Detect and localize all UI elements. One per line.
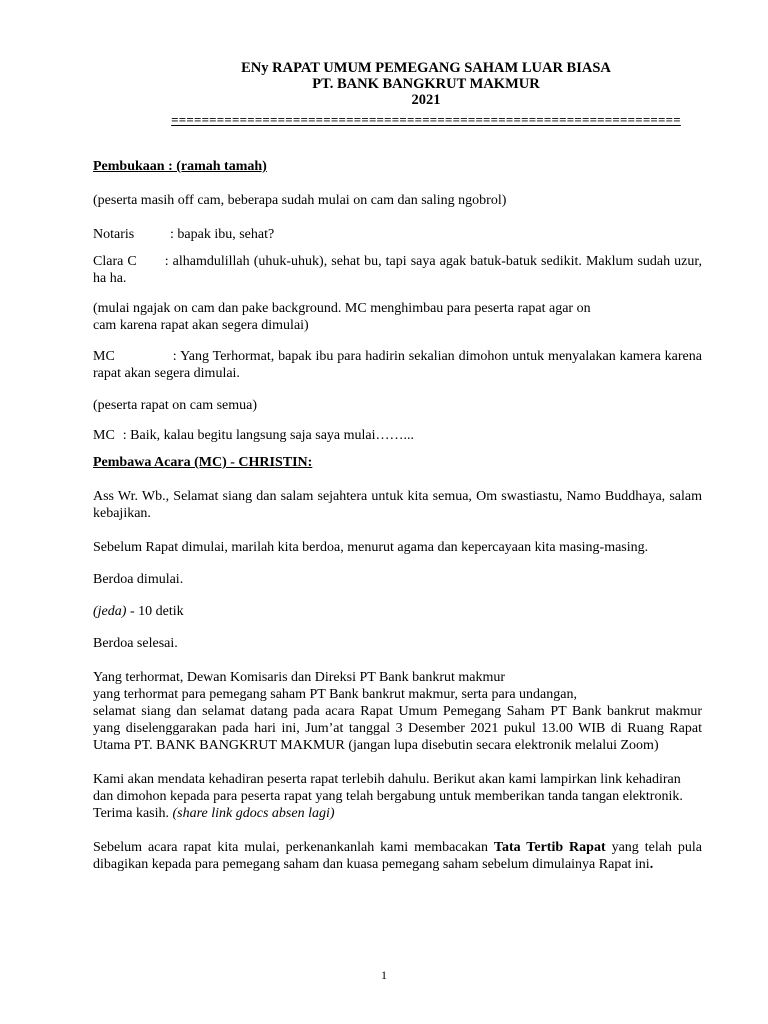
paragraph-text: Kami akan mendata kehadiran peserta rapat terlebih dahulu. Berikut akan kami lampirkan link kehadiran dan dimohon kepada para peserta rapat yang telah bergabung untuk memberikan tanda tangan elektronik. Terima kasih. bbox=[93, 772, 683, 821]
paragraph bbox=[93, 300, 702, 334]
bold-term: Tata Tertib Rapat bbox=[493, 840, 606, 855]
dialogue-line bbox=[93, 226, 702, 243]
section-title-opening: Pembukaan : (ramah tamah) bbox=[93, 159, 267, 174]
dialogue-text: : Yang Terhormat, bapak ibu para hadirin sekalian dimohon untuk menyalakan kamera karena rapat akan segera dimulai. bbox=[93, 349, 702, 381]
dialogue-line bbox=[93, 348, 702, 382]
header-year: 2021 bbox=[411, 92, 441, 108]
paragraph: (peserta masih off cam, beberapa sudah mulai on cam dan saling ngobrol) bbox=[93, 193, 507, 208]
paragraph-line: selamat siang dan selamat datang pada acara Rapat Umum Pemegang Saham PT Bank bankrut makmur yang diselenggarakan pada hari ini, Jum’at tanggal 3 Desember 2021 pukul 13.00 WIB di Ruang Rapat Utama PT. BANK BANGKRUT MAKMUR (jangan lupa disebutin secara elektronik melalui Zoom) bbox=[93, 704, 702, 753]
header-rule: =================================================================== bbox=[171, 112, 681, 127]
page-number: 1 bbox=[381, 968, 387, 982]
paragraph: Berdoa dimulai. bbox=[93, 572, 184, 587]
bold-period: . bbox=[649, 857, 654, 872]
speaker-label: MC bbox=[93, 428, 115, 443]
header-company: PT. BANK BANGKRUT MAKMUR bbox=[312, 76, 540, 92]
dialogue-line bbox=[93, 427, 702, 444]
paragraph-line: (mulai ngajak on cam dan pake background. MC menghimbau para peserta rapat agar on bbox=[93, 301, 591, 316]
italic-note: (jeda) bbox=[93, 604, 127, 619]
paragraph-text: Sebelum acara rapat kita mulai, perkenankanlah kami membacakan bbox=[93, 840, 494, 855]
paragraph: Ass Wr. Wb., Selamat siang dan salam sejahtera untuk kita semua, Om swastiastu, Namo Buddhaya, salam kebajikan. bbox=[93, 489, 702, 521]
paragraph bbox=[93, 839, 702, 873]
paragraph: Berdoa selesai. bbox=[93, 636, 178, 651]
paragraph bbox=[93, 603, 702, 620]
dialogue-text: : bapak ibu, sehat? bbox=[170, 227, 275, 242]
paragraph-line: Yang terhormat, Dewan Komisaris dan Direksi PT Bank bankrut makmur bbox=[93, 670, 506, 685]
paragraph-line: cam karena rapat akan segera dimulai) bbox=[93, 318, 309, 333]
speaker-label: Notaris bbox=[93, 227, 135, 242]
paragraph-text: yang telah pula dibagikan kepada para pemegang saham dan kuasa pemegang saham sebelum dimulainya Rapat ini bbox=[93, 840, 702, 872]
document-body bbox=[93, 158, 702, 873]
speaker-label: Clara C bbox=[93, 254, 137, 269]
header-title: ENy RAPAT UMUM PEMEGANG SAHAM LUAR BIASA bbox=[241, 60, 611, 76]
dialogue-text: : Baik, kalau begitu langsung saja saya mulai……... bbox=[122, 428, 415, 443]
italic-note: (share link gdocs absen lagi) bbox=[172, 806, 335, 821]
speaker-label: MC bbox=[93, 349, 115, 364]
paragraph bbox=[93, 669, 702, 754]
paragraph: Sebelum Rapat dimulai, marilah kita berdoa, menurut agama dan kepercayaan kita masing-masing. bbox=[93, 540, 649, 555]
document-header bbox=[150, 60, 702, 108]
paragraph-line: yang terhormat para pemegang saham PT Bank bankrut makmur, serta para undangan, bbox=[93, 687, 577, 702]
dialogue-text: : alhamdulillah (uhuk-uhuk), sehat bu, tapi saya agak batuk-batuk sedikit. Maklum sudah uzur, ha ha. bbox=[93, 254, 702, 286]
paragraph bbox=[93, 771, 702, 822]
paragraph: (peserta rapat on cam semua) bbox=[93, 398, 258, 413]
section-title-mc: Pembawa Acara (MC) - CHRISTIN: bbox=[93, 455, 313, 470]
paragraph-text: - 10 detik bbox=[126, 604, 184, 619]
dialogue-line bbox=[93, 253, 702, 287]
